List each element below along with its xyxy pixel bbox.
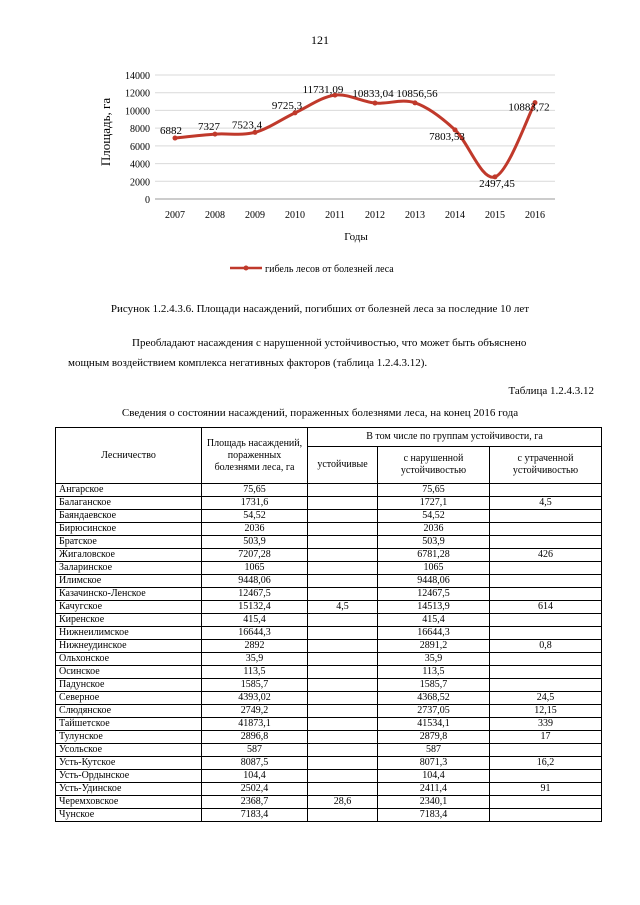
value-cell [490, 666, 602, 679]
table-row [56, 640, 602, 653]
forestry-name-cell: Усть-Удинское [56, 783, 202, 796]
x-tick-label: 2015 [485, 210, 505, 221]
data-label: 7327 [198, 121, 220, 134]
forestry-name-cell: Усть-Кутское [56, 757, 202, 770]
table-row [56, 757, 602, 770]
table-label: Таблица 1.2.4.3.12 [508, 385, 594, 397]
table-row [56, 575, 602, 588]
value-cell [490, 536, 602, 549]
paragraph-text-1: Преобладают насаждения с нарушенной устойчивостью, что может быть объяснено [132, 337, 527, 349]
legend-marker [244, 266, 249, 271]
forestry-name-cell: Слюдянское [56, 705, 202, 718]
value-cell: 2879,8 [378, 731, 490, 744]
data-label: 11731,09 [302, 84, 344, 97]
value-cell: 1585,7 [202, 679, 308, 692]
value-cell: 2036 [378, 523, 490, 536]
value-cell: 614 [490, 601, 602, 614]
value-cell: 91 [490, 783, 602, 796]
value-cell: 4393,02 [202, 692, 308, 705]
value-cell: 35,9 [202, 653, 308, 666]
value-cell: 2896,8 [202, 731, 308, 744]
value-cell: 2892 [202, 640, 308, 653]
data-point [413, 100, 418, 105]
value-cell [308, 809, 378, 822]
value-cell: 16644,3 [202, 627, 308, 640]
value-cell [490, 614, 602, 627]
value-cell: 54,52 [202, 510, 308, 523]
value-cell: 415,4 [378, 614, 490, 627]
value-cell: 35,9 [378, 653, 490, 666]
page-number: 121 [311, 33, 329, 47]
value-cell [490, 588, 602, 601]
forestry-name-cell: Казачинско-Ленское [56, 588, 202, 601]
forestry-name-cell: Балаганское [56, 497, 202, 510]
value-cell: 2340,1 [378, 796, 490, 809]
value-cell: 41873,1 [202, 718, 308, 731]
table-row [56, 601, 602, 614]
chart-series [173, 93, 538, 180]
y-tick-label: 4000 [130, 159, 150, 171]
value-cell [308, 718, 378, 731]
value-cell: 4,5 [490, 497, 602, 510]
table-row [56, 666, 602, 679]
value-cell: 2036 [202, 523, 308, 536]
value-cell: 12467,5 [378, 588, 490, 601]
paragraph-line-2 [68, 353, 593, 373]
value-cell [308, 731, 378, 744]
value-cell: 15132,4 [202, 601, 308, 614]
forestry-name-cell: Илимское [56, 575, 202, 588]
value-cell: 1585,7 [378, 679, 490, 692]
data-label: 6882 [160, 125, 182, 138]
value-cell: 75,65 [378, 484, 490, 497]
table-body [56, 484, 602, 822]
y-tick-label: 10000 [125, 106, 150, 118]
value-cell: 7183,4 [202, 809, 308, 822]
value-cell: 2737,05 [378, 705, 490, 718]
forestry-name-cell: Качугское [56, 601, 202, 614]
table-row [56, 562, 602, 575]
value-cell: 6781,28 [378, 549, 490, 562]
value-cell: 339 [490, 718, 602, 731]
data-label: 7523,4 [231, 119, 263, 132]
value-cell [490, 653, 602, 666]
value-cell [490, 627, 602, 640]
x-tick-label: 2013 [405, 210, 425, 221]
table-row [56, 744, 602, 757]
x-tick-label: 2010 [285, 210, 305, 221]
value-cell [308, 666, 378, 679]
y-tick-label: 2000 [130, 177, 150, 189]
table-row [56, 705, 602, 718]
table-row [56, 718, 602, 731]
data-label: 2497,45 [479, 177, 515, 190]
forestry-name-cell: Усольское [56, 744, 202, 757]
y-tick-label: 0 [145, 195, 150, 206]
table-title: Сведения о состоянии насаждений, пораженных болезнями леса, на конец 2016 года [121, 407, 519, 419]
table-row [56, 536, 602, 549]
chart-legend [230, 264, 394, 275]
value-cell: 17 [490, 731, 602, 744]
header-forestry: Лесничество [56, 428, 202, 484]
value-cell [490, 575, 602, 588]
value-cell [490, 484, 602, 497]
x-axis-ticks [165, 210, 545, 221]
value-cell: 415,4 [202, 614, 308, 627]
value-cell [308, 679, 378, 692]
legend-label: гибель лесов от болезней леса [265, 264, 394, 275]
value-cell [308, 627, 378, 640]
value-cell: 104,4 [378, 770, 490, 783]
table-row [56, 484, 602, 497]
table-row [56, 679, 602, 692]
value-cell [490, 744, 602, 757]
value-cell: 113,5 [378, 666, 490, 679]
value-cell: 54,52 [378, 510, 490, 523]
value-cell [490, 809, 602, 822]
value-cell [490, 562, 602, 575]
line-chart [0, 0, 640, 290]
x-tick-label: 2009 [245, 210, 265, 221]
value-cell: 587 [378, 744, 490, 757]
table-row [56, 783, 602, 796]
value-cell: 113,5 [202, 666, 308, 679]
y-axis-label: Площадь, га [98, 97, 113, 167]
value-cell [308, 614, 378, 627]
value-cell [308, 588, 378, 601]
forestry-name-cell: Ангарское [56, 484, 202, 497]
value-cell [490, 679, 602, 692]
series-line [175, 95, 535, 177]
y-tick-label: 8000 [130, 124, 150, 136]
y-tick-label: 14000 [125, 71, 150, 82]
data-labels [160, 84, 550, 190]
value-cell [308, 653, 378, 666]
value-cell [490, 510, 602, 523]
value-cell: 587 [202, 744, 308, 757]
value-cell: 2502,4 [202, 783, 308, 796]
x-axis-label: Годы [344, 231, 368, 243]
paragraph-text-2: мощным воздействием комплекса негативных факторов (таблица 1.2.4.3.12). [68, 357, 428, 369]
value-cell: 426 [490, 549, 602, 562]
forestry-name-cell: Киренское [56, 614, 202, 627]
value-cell: 9448,06 [202, 575, 308, 588]
value-cell [308, 575, 378, 588]
value-cell: 14513,9 [378, 601, 490, 614]
value-cell [308, 510, 378, 523]
forestry-name-cell: Баяндаевское [56, 510, 202, 523]
value-cell: 28,6 [308, 796, 378, 809]
table-row [56, 692, 602, 705]
forestry-name-cell: Тайшетское [56, 718, 202, 731]
y-tick-label: 6000 [130, 141, 150, 153]
table-row [56, 549, 602, 562]
forestry-name-cell: Нижнеилимское [56, 627, 202, 640]
figure-caption: Рисунок 1.2.4.3.6. Площади насаждений, погибших от болезней леса за последние 10 лет [110, 303, 530, 315]
header-disturbed: с нарушенной устойчивостью [378, 447, 490, 484]
forestry-name-cell: Бирюсинское [56, 523, 202, 536]
value-cell [308, 536, 378, 549]
forestry-name-cell: Тулунское [56, 731, 202, 744]
forestry-name-cell: Братское [56, 536, 202, 549]
value-cell: 0,8 [490, 640, 602, 653]
value-cell: 1731,6 [202, 497, 308, 510]
value-cell [308, 523, 378, 536]
value-cell [308, 744, 378, 757]
paragraph-line-1 [68, 333, 593, 353]
x-tick-label: 2012 [365, 210, 385, 221]
forestry-name-cell: Усть-Ордынское [56, 770, 202, 783]
table-row [56, 809, 602, 822]
value-cell: 4,5 [308, 601, 378, 614]
value-cell [490, 770, 602, 783]
forestry-name-cell: Черемховское [56, 796, 202, 809]
table-row [56, 510, 602, 523]
value-cell [490, 796, 602, 809]
header-group: В том числе по группам устойчивости, га [308, 428, 602, 447]
data-point [373, 101, 378, 106]
x-tick-label: 2016 [525, 210, 545, 221]
table-row [56, 588, 602, 601]
value-cell [308, 770, 378, 783]
forestry-name-cell: Падунское [56, 679, 202, 692]
value-cell [308, 562, 378, 575]
value-cell: 7183,4 [378, 809, 490, 822]
value-cell: 16,2 [490, 757, 602, 770]
value-cell [308, 757, 378, 770]
header-lost: с утраченной устойчивостью [490, 447, 602, 484]
forestry-name-cell: Северное [56, 692, 202, 705]
value-cell: 7207,28 [202, 549, 308, 562]
value-cell: 12467,5 [202, 588, 308, 601]
header-area: Площадь насаждений, пораженных болезнями леса, га [202, 428, 308, 484]
table-row [56, 653, 602, 666]
value-cell: 4368,52 [378, 692, 490, 705]
x-tick-label: 2007 [165, 210, 185, 221]
data-label: 10883,72 [508, 101, 550, 114]
value-cell: 9448,06 [378, 575, 490, 588]
header-stable: устойчивые [308, 447, 378, 484]
table-row [56, 523, 602, 536]
value-cell: 503,9 [378, 536, 490, 549]
value-cell [308, 692, 378, 705]
value-cell [308, 549, 378, 562]
x-tick-label: 2008 [205, 210, 225, 221]
value-cell [308, 783, 378, 796]
forestry-name-cell: Чунское [56, 809, 202, 822]
x-tick-label: 2014 [445, 210, 465, 221]
table-row [56, 497, 602, 510]
value-cell: 1065 [202, 562, 308, 575]
table-row [56, 731, 602, 744]
y-axis-ticks [125, 71, 150, 206]
table-row [56, 627, 602, 640]
forestry-name-cell: Осинское [56, 666, 202, 679]
table-row [56, 770, 602, 783]
value-cell: 12,15 [490, 705, 602, 718]
value-cell [490, 523, 602, 536]
value-cell: 41534,1 [378, 718, 490, 731]
value-cell [308, 640, 378, 653]
data-label: 9725,3 [271, 99, 303, 112]
forestry-name-cell: Нижнеудинское [56, 640, 202, 653]
value-cell: 75,65 [202, 484, 308, 497]
data-table [55, 427, 602, 822]
value-cell: 2368,7 [202, 796, 308, 809]
data-label: 7803,53 [429, 130, 465, 143]
value-cell: 8087,5 [202, 757, 308, 770]
data-label: 10833,04 [352, 88, 394, 101]
forestry-name-cell: Ольхонское [56, 653, 202, 666]
value-cell: 24,5 [490, 692, 602, 705]
value-cell: 2749,2 [202, 705, 308, 718]
value-cell: 1065 [378, 562, 490, 575]
value-cell [308, 497, 378, 510]
data-label: 10856,56 [396, 87, 438, 100]
table-row [56, 614, 602, 627]
value-cell: 16644,3 [378, 627, 490, 640]
forestry-name-cell: Заларинское [56, 562, 202, 575]
y-tick-label: 12000 [125, 88, 150, 100]
table-row [56, 796, 602, 809]
forestry-name-cell: Жигаловское [56, 549, 202, 562]
value-cell: 104,4 [202, 770, 308, 783]
table-header-row [56, 428, 602, 447]
value-cell [308, 705, 378, 718]
value-cell [308, 484, 378, 497]
value-cell: 1727,1 [378, 497, 490, 510]
value-cell: 2891,2 [378, 640, 490, 653]
value-cell: 503,9 [202, 536, 308, 549]
x-tick-label: 2011 [325, 210, 345, 221]
value-cell: 8071,3 [378, 757, 490, 770]
value-cell: 2411,4 [378, 783, 490, 796]
